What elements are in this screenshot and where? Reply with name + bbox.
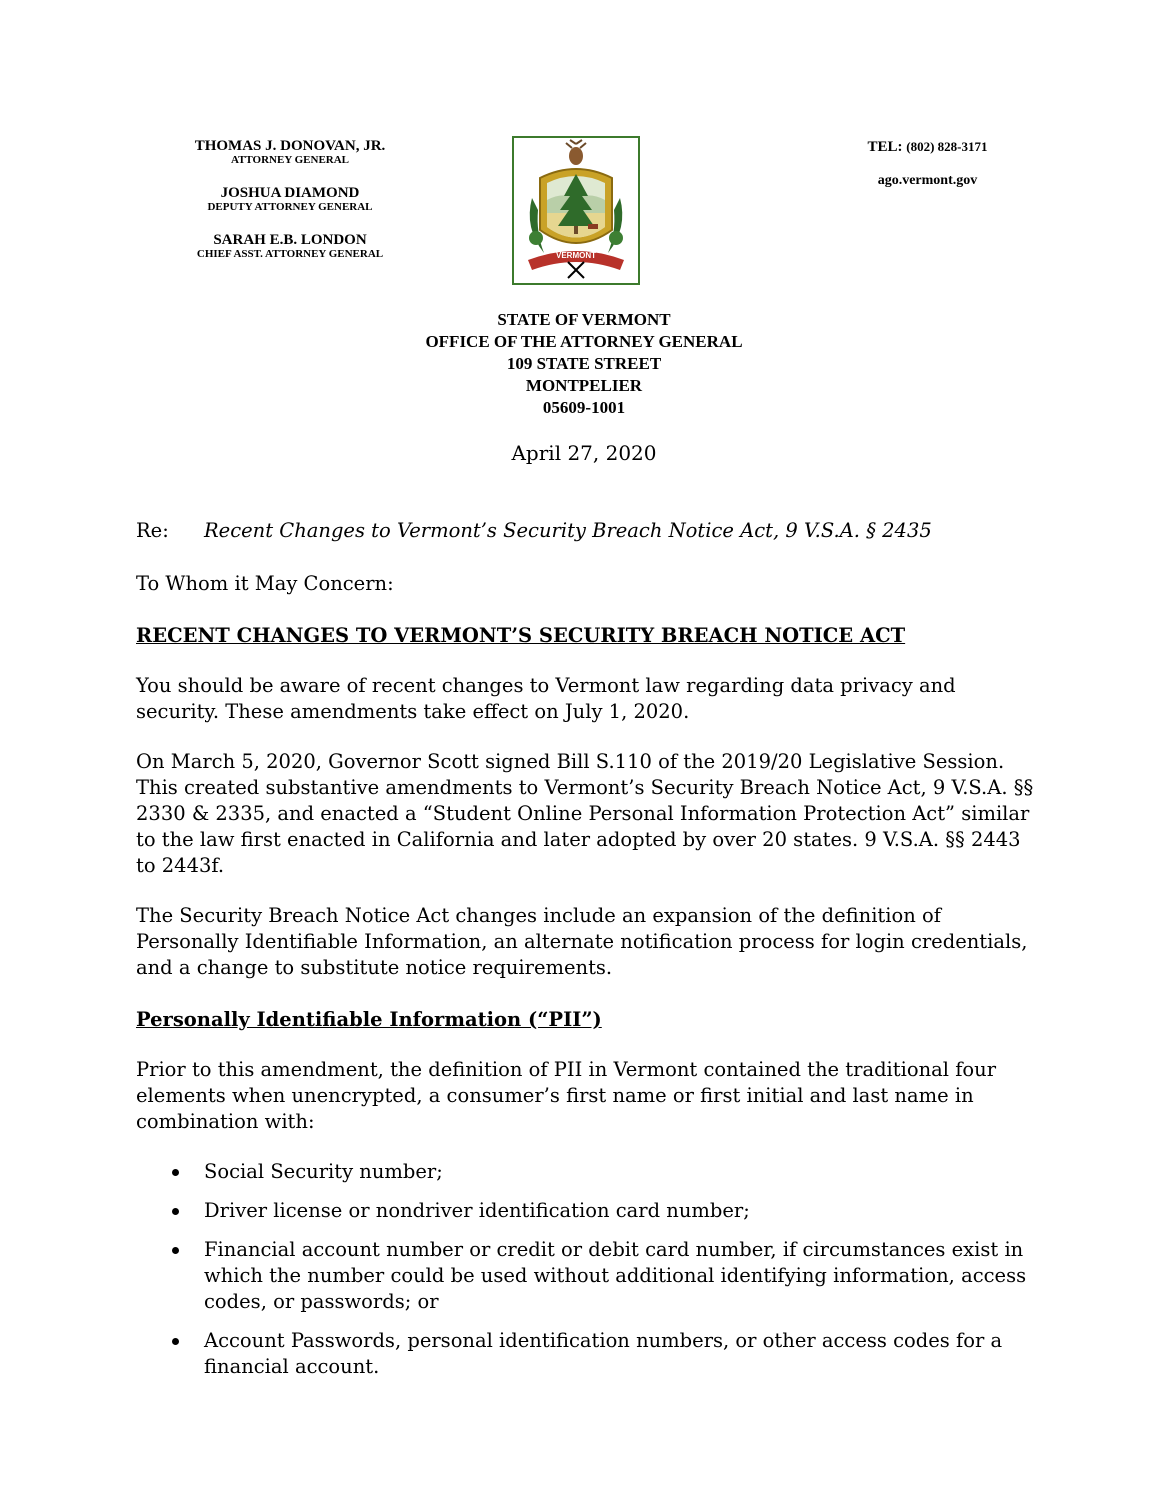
paragraph: On March 5, 2020, Governor Scott signed Bill S.110 of the 2019/20 Legislative Session. This created substantive amendments to Vermont’s Security Breach Notice Act, 9 V.S.A. §§ 2330 & 2335, and enacted a “Student Online Personal Information Protection Act” similar to the law first enacted in California and later adopted by over 20 states. 9 V.S.A. §§ 2443 to 2443f. (136, 750, 1034, 877)
tel-number: (802) 828-3171 (906, 139, 988, 154)
staff-role: CHIEF ASST. ATTORNEY GENERAL (196, 248, 384, 260)
letter-body (136, 518, 1036, 1393)
seal-ribbon-text: VERMONT (556, 251, 596, 260)
office-line: STATE OF VERMONT (497, 310, 671, 329)
letterhead-contact (820, 138, 1035, 190)
re-label: Re: (136, 519, 169, 542)
office-line: OFFICE OF THE ATTORNEY GENERAL (425, 332, 743, 351)
re-subject: Recent Changes to Vermont’s Security Breach Notice Act, 9 V.S.A. § 2435 (204, 519, 932, 542)
office-line: 05609-1001 (542, 398, 626, 417)
tel-label: TEL: (867, 139, 903, 155)
letterhead-staff (170, 138, 410, 261)
staff-role: ATTORNEY GENERAL (230, 154, 350, 166)
staff-name: SARAH E.B. LONDON (213, 232, 367, 248)
staff-name: THOMAS J. DONOVAN, JR. (194, 138, 386, 154)
paragraph: The Security Breach Notice Act changes include an expansion of the definition of Personally Identifiable Information, an alternate notification process for login credentials, and a change to substitute notice requirements. (136, 904, 1028, 979)
list-item (136, 1328, 1036, 1380)
list-item-text: Account Passwords, personal identification numbers, or other access codes for a financial account. (204, 1329, 1003, 1378)
section-heading: RECENT CHANGES TO VERMONT’S SECURITY BREACH NOTICE ACT (136, 624, 906, 647)
staff-role: DEPUTY ATTORNEY GENERAL (207, 201, 373, 213)
bullet-icon (136, 1198, 204, 1224)
pii-subheading: Personally Identifiable Information (“PII”) (136, 1008, 602, 1031)
letter-date: April 27, 2020 (511, 441, 657, 465)
vermont-seal-icon (512, 136, 640, 285)
list-item-text: Driver license or nondriver identification card number; (204, 1199, 750, 1222)
bullet-icon (136, 1159, 204, 1185)
office-line: 109 STATE STREET (506, 354, 662, 373)
office-line: MONTPELIER (525, 376, 643, 395)
staff-name: JOSHUA DIAMOND (220, 185, 360, 201)
paragraph: You should be aware of recent changes to Vermont law regarding data privacy and security. These amendments take effect on July 1, 2020. (136, 674, 956, 723)
list-item (136, 1237, 1036, 1315)
telephone (820, 138, 1035, 156)
pii-intro: Prior to this amendment, the definition of PII in Vermont contained the traditional four elements when unencrypted, a consumer’s first name or first initial and last name in combination with: (136, 1058, 997, 1133)
pii-element-list (136, 1159, 1036, 1380)
bullet-icon (136, 1328, 204, 1380)
salutation: To Whom it May Concern: (136, 572, 394, 595)
list-item (136, 1198, 1036, 1224)
re-line (136, 518, 1036, 544)
website-link[interactable]: ago.vermont.gov (877, 173, 978, 188)
list-item-text: Financial account number or credit or debit card number, if circumstances exist in which the number could be used without additional identifying information, access codes, or passwords; or (204, 1238, 1027, 1313)
list-item (136, 1159, 1036, 1185)
bullet-icon (136, 1237, 204, 1315)
office-address (300, 309, 868, 419)
list-item-text: Social Security number; (204, 1160, 443, 1183)
